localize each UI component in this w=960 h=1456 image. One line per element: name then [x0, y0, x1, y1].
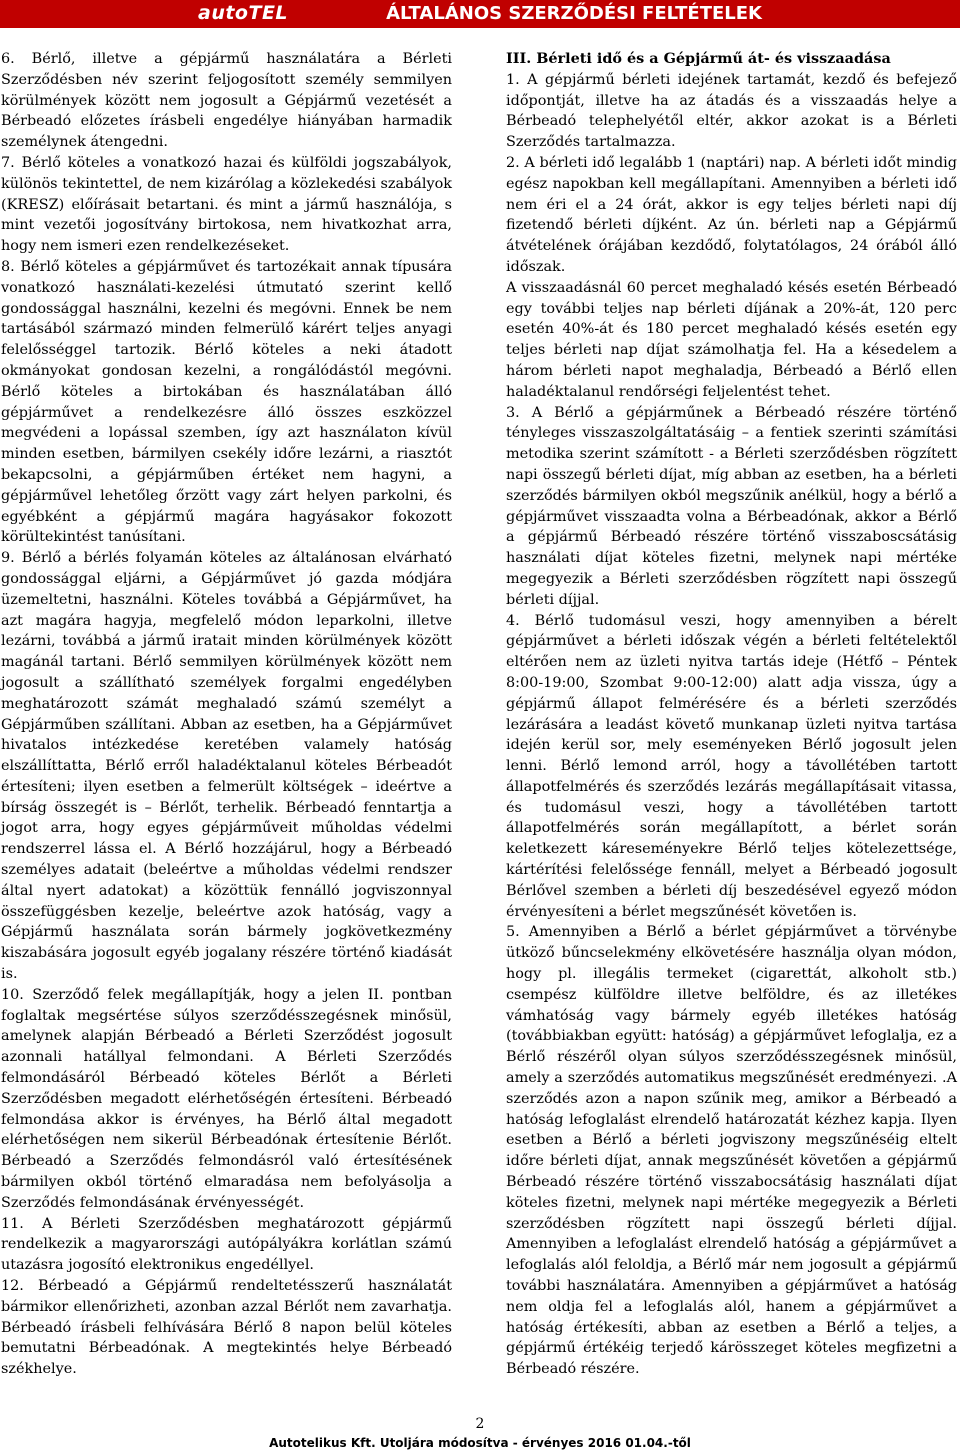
- section-iii-clause-1: 1. A gépjármű bérleti idejének tartamát, kezdő és befejező időpontját, illetve ha az átadás és a visszaadás helye a Bérbeadó telephelyétől eltér, akkor azokat is a Bérleti Szerződés tartalmazza.: [506, 71, 957, 151]
- late-return-paragraph: A visszaadásnál 60 percet meghaladó késés esetén Bérbeadó egy további teljes nap bérleti díjának a 20%-át, 120 perc esetén 40%-át és 180 percet meghaladó késés esetén egy teljes bérleti nap díjat számolhatja fel. Ha a késedelem a három bérleti napot meghaladja, Bérbeadó a Bérlő ellen haladéktalanul rendőrségi feljelentést tehet.: [506, 279, 957, 400]
- right-column: [506, 49, 957, 1380]
- page-number: 2: [475, 1416, 485, 1432]
- section-iii-clause-5: 5. Amennyiben a Bérlő a bérlet gépjárművet a törvénybe ütköző bűncselekmény elkövetésére használja olyan módon, hogy pl. illegális termeket (cigarettát, alkoholt stb.) csempész külföldre illetve belföldre, és az illetékes vámhatóság vagy bármely egyéb illetékes hatóság (továbbiakban együtt: hatóság) a gépjárművet lefoglalja, ez a Bérlő részéről olyan súlyos szerződésszegésnek minősül, amely a szerződés automatikus megszűnését eredményezi. .A szerződés azon a napon szűnik meg, amikor a Bérbeadó a hatóság lefoglalást elrendelő határozatát kézhez kapja. Ilyen esetben a Bérlő a bérleti jogviszony megszűnéséig eltelt időre bérleti díjat, annak megszűnését követően a gépjármű Bérbeadó részére történő visszabocsátásig használati díjat köteles fizetni, melynek napi mértéke megegyezik a Bérleti szerződésben rögzített napi összegű bérleti díjjal. Amennyiben a lefoglalást elrendelő hatóság a gépjárművet a lefoglalás alól feloldja, a Bérlő már nem jogosult a gépjármű további használatára. Amennyiben a gépjárművet a hatóság nem oldja fel a lefoglalás alól, hanem a gépjárművet a hatóság értékesíti, abban az esetben a Bérlő a teljes, a gépjármű értékéig terjedő kárösszeget köteles megfizetni a Bérbeadó részére.: [506, 924, 957, 1378]
- clause-7: 7. Bérlő köteles a vonatkozó hazai és külföldi jogszabályok, különös tekintettel, de nem kizárólag a közlekedési szabályok (KRESZ) előírásait betartani. és mint a jármű használója, s mint vezetői jogosítvány birtokosa, nem hivatkozhat arra, hogy nem ismeri ezen rendelkezéseket.: [1, 154, 452, 255]
- clause-12: 12. Bérbeadó a Gépjármű rendeltetésszerű használatát bármikor ellenőrizheti, azonban azzal Bérlőt nem zavarhatja. Bérbeadó írásbeli felhívására Bérlő 8 napon belül köteles bemutatni Bérbeadónak. A megtekintés helye Bérbeadó székhelye.: [1, 1278, 452, 1378]
- left-column: [1, 49, 452, 1380]
- clause-9: 9. Bérlő a bérlés folyamán köteles az általánosan elvárható gondossággal eljárni, a Gépjárművet jó gazda módjára üzemeltetni, használni. Köteles továbbá a Gépjárművet, ha azt magára hagyja, megfelelő módon leparkolni, illetve lezárni, továbbá a jármű iratait minden körülmények között magánál tartani. Bérlő semmilyen körülmények között nem jogosult a szállítható személyek forgalmi engedélyben meghatározott számát meghaladó számú személyt a Gépjárműben szállítani. Abban az esetben, ha a Gépjárművet hivatalos intézkedése keretében valamely hatóság elszállíttatta, Bérlő erről haladéktalanul köteles Bérbeadót értesíteni; ilyen esetben a felmerült költségek – ideértve a bírság összegét is – Bérlőt, terhelik. Bérbeadó fenntartja a jogot arra, hogy egyes gépjárműveit műholdas védelmi rendszerrel lássa el. A Bérlő hozzájárul, hogy a Bérbeadó személyes adatait (beleértve a műholdas védelmi rendszer által nyert adatokat) a közöttük fennálló jogviszonnyal összefüggésben kezelje, beleértve azok hatóság, vagy a Gépjármű használata során bármely jogkövetkezmény kiszabására jogosult egyéb jogalany részére történő kiadását is.: [1, 550, 452, 983]
- autotel-logo: autoTEL: [198, 2, 289, 24]
- section-iii-clause-3: 3. A Bérlő a gépjárműnek a Bérbeadó részére történő tényleges visszaszolgáltatásáig – a fentiek szerinti számítási metodika szerint számított - a Bérleti szerződésben rögzített napi összegű bérleti díjat, míg abban az esetben, ha a bérleti szerződés bármilyen okból megszűnik anélkül, hogy a bérlő a gépjárművet visszaadta volna a Bérbeadónak, akkor a Bérlő a gépjármű Bérbeadó részére történő visszaboscsátásig használati díjat köteles fizetni, melynek napi mértéke megegyezik a Bérleti szerződésben rögzített napi összegű bérleti díjjal.: [506, 404, 957, 608]
- clause-8: 8. Bérlő köteles a gépjárművet és tartozékait annak típusára vonatkozó használati-kezelési útmutató szerint kellő gondossággal használni, kezelni és megóvni. Ennek be nem tartásából származó minden felmerülő kárért teljes anyagi felelősséggel tartozik. Bérlő köteles a neki átadott okmányokat gondosan kezelni, a rongálódástól megóvni. Bérlő köteles a birtokában és használatában álló gépjárművet a rendelkezésre álló összes eszközzel megvédeni a lopással szemben, így azt használaton kívül minden esetben, bármilyen csekély időre lezárni, a riasztót bekapcsolni, a gépjárműben értéket nem hagyni, a gépjárművel lehetőleg őrzött vagy zárt helyen parkolni, és egyébként a gépjármű magára hagyásakor fokozott körültekintést tanúsítani.: [1, 258, 452, 546]
- section-iii-clause-4: 4. Bérlő tudomásul veszi, hogy amennyiben a bérelt gépjárművet a bérleti időszak végén a bérleti feltételektől eltérően nem az üzleti nyitva tartás ideje (Hétfő – Péntek 8:00-19:00, Szombat 9:00-12:00) alatt adja vissza, úgy a gépjármű állapot felmérésére és a bérleti szerződés lezárására a leadást követő munkanap üzleti nyitva tartása idején kerül sor, mely eseményeken Bérlő jogosult jelen lenni. Bérlő lemond arról, hogy a távollétében tartott állapotfelmérés és szerződés lezárás megállapításait vitassa, és tudomásul veszi, hogy a távollétében tartott állapotfelmérés során megállapított, a bérlet során keletkezett káreseményekre Bérlő teljes kötelezettsége, kártérítési felelőssége fennáll, melyet a Bérbeadó jogosult Bérlővel szemben a bérleti díj beszedésével egyező módon érvényesíteni a bérlet megszűnését követően is.: [506, 612, 957, 920]
- clause-11: 11. A Bérleti Szerződésben meghatározott gépjármű rendelkezik a magyarországi autópályákra korlátlan számú utazásra jogosító elektronikus engedéllyel.: [1, 1215, 452, 1274]
- section-title-iii: III. Bérleti idő és a Gépjármű át- és visszaadása: [506, 50, 891, 67]
- clause-10: 10. Szerződő felek megállapítják, hogy a jelen II. pontban foglaltak megsértése súlyos szerződésszegésnek minősül, amelynek alapján Bérbeadó a Bérleti Szerződést jogosult azonnali hatállyal felmondani. A Bérleti Szerződés felmondásáról Bérbeadó köteles Bérlőt a Bérleti Szerződésben megadott elérhetőségén értesíteni. Bérbeadó felmondása akkor is érvényes, ha Bérlő által megadott elérhetőségen nem sikerül Bérbeadónak értesítenie Bérlőt. Bérbeadó a Szerződés felmondásról való értesítésének bármilyen okból történő elmaradása nem befolyásolja a Szerződés felmondásának érvényességét.: [1, 986, 452, 1211]
- document-title: ÁLTALÁNOS SZERZŐDÉSI FELTÉTELEK: [386, 3, 762, 24]
- page-header: [0, 0, 960, 28]
- clause-6: 6. Bérlő, illetve a gépjármű használatára a Bérleti Szerződésben név szerint feljogosított személy semmilyen körülmények között nem jogosult a Gépjármű vezetését a Bérbeadó előzetes írásbeli engedélye hiányában harmadik személynek átengedni.: [1, 51, 452, 151]
- section-iii-clause-2: 2. A bérleti idő legalább 1 (naptári) nap. A bérleti időt mindig egész napokban kell megállapítani. Amennyiben a bérleti idő nem éri el a 24 órát, akkor is egy teljes bérleti napi díj fizetendő bérleti díjként. Az ún. bérleti nap a Gépjármű átvételének órájában kezdődő, folytatólagos, 24 órából álló időszak.: [506, 154, 957, 275]
- page-footer: Autotelikus Kft. Utoljára módosítva - érvényes 2016 01.04.-től: [269, 1436, 691, 1450]
